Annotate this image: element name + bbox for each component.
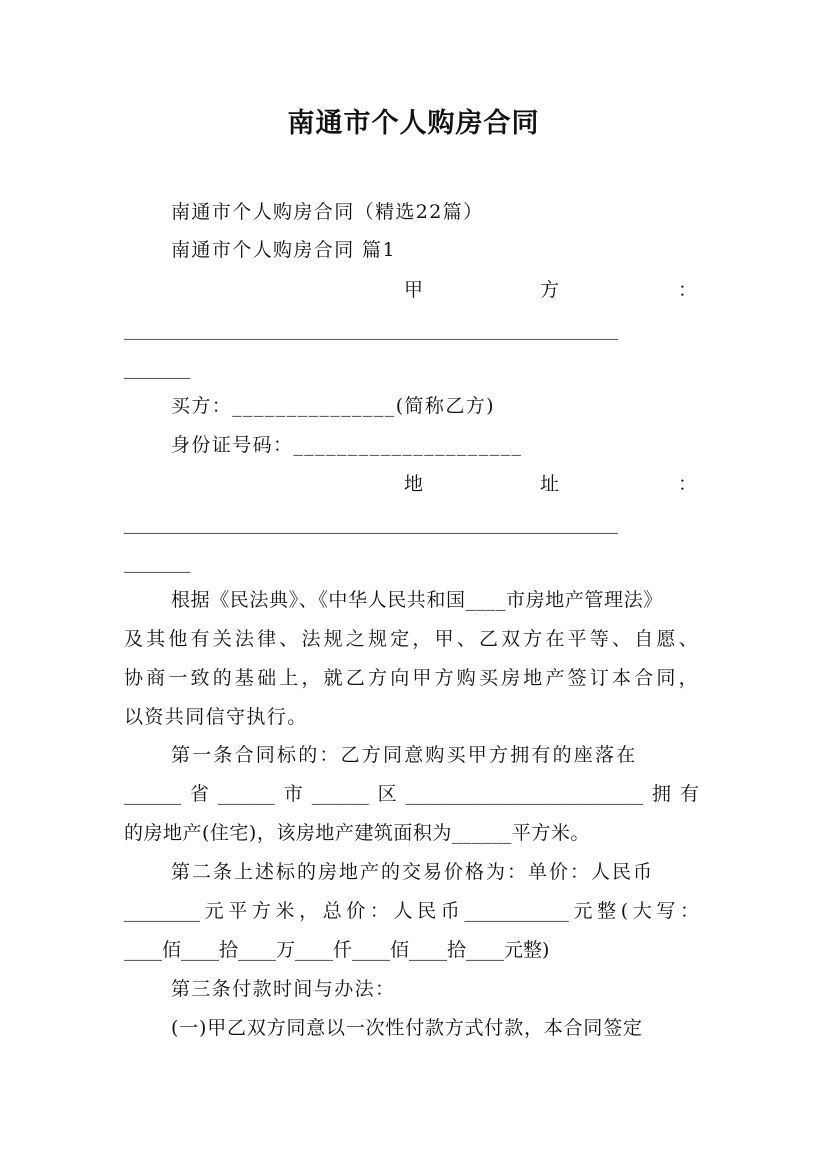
preamble-line-1: 根据《民法典》、《中华人民共和国____市房地产管理法》 xyxy=(171,589,663,611)
article-1-line-1: 第一条合同标的：乙方同意购买甲方拥有的座落在 xyxy=(171,744,638,766)
address-blank-long: ____________________________________________________ xyxy=(124,512,618,534)
subtitle: 南通市个人购房合同（精选22篇） xyxy=(171,201,484,223)
section-heading: 南通市个人购房合同 篇1 xyxy=(171,239,396,261)
address-colon: ： xyxy=(678,473,698,495)
article-3-heading: 第三条付款时间与办法： xyxy=(171,978,396,1000)
article-2-line-2: ________元平方米，总价：人民币___________元整(大写： xyxy=(124,900,699,922)
party-a-char-1: 甲 xyxy=(404,279,424,301)
article-2-line-1: 第二条上述标的房地产的交易价格为：单价：人民币 xyxy=(171,861,655,883)
party-a-blank-long: ____________________________________________________ xyxy=(124,318,618,340)
buyer-line: 买方：_______________(简称乙方) xyxy=(171,395,495,417)
party-a-blank-short: _______ xyxy=(124,357,191,379)
article-1-line-3: 的房地产(住宅)，该房地产建筑面积为______平方米。 xyxy=(124,822,590,844)
document-title: 南通市个人购房合同 xyxy=(287,108,540,139)
article-3-clause-1: (一)甲乙双方同意以一次性付款方式付款，本合同签定 xyxy=(171,1017,643,1039)
address-char-1: 地 xyxy=(404,473,424,495)
party-a-char-2: 方 xyxy=(540,279,560,301)
party-a-colon: ： xyxy=(678,279,698,301)
article-1-line-2: ______省______市______区_________________________拥有 xyxy=(124,783,699,805)
article-2-line-3: ____佰____拾____万____仟____佰____拾____元整) xyxy=(124,939,550,961)
preamble-line-3: 协商一致的基础上，就乙方向甲方购买房地产签订本合同， xyxy=(124,667,699,689)
address-blank-short: _______ xyxy=(124,551,191,573)
address-char-2: 址 xyxy=(540,473,560,495)
preamble-line-4: 以资共同信守执行。 xyxy=(124,706,308,728)
preamble-line-2: 及其他有关法律、法规之规定，甲、乙双方在平等、自愿、 xyxy=(124,628,699,650)
id-number-line: 身份证号码：_____________________ xyxy=(171,434,523,456)
